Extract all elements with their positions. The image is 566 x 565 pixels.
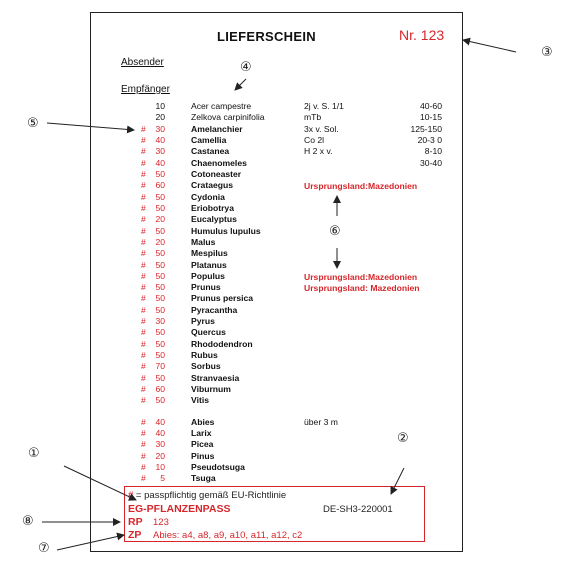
item-specification: 2j v. S. 1/1 bbox=[304, 101, 344, 111]
callout-5: ⑤ bbox=[27, 116, 39, 131]
arrow-2 bbox=[391, 468, 404, 494]
passport-rp-label: RP bbox=[128, 516, 143, 528]
item-hash-marker: # bbox=[141, 416, 146, 427]
origin-note: Ursprungsland: Mazedonien bbox=[304, 283, 420, 293]
item-hash-marker: # bbox=[141, 293, 146, 304]
item-size: 125-150 bbox=[410, 123, 442, 134]
item-hash-marker: # bbox=[141, 439, 146, 450]
callout-8: ⑧ bbox=[22, 514, 34, 529]
item-hash-marker: # bbox=[141, 146, 146, 157]
item-quantity: 50 bbox=[155, 350, 165, 360]
item-hash-marker: # bbox=[141, 395, 146, 406]
callout-2: ② bbox=[397, 431, 409, 446]
item-hash-marker: # bbox=[141, 236, 146, 247]
item-quantity: 5 bbox=[160, 473, 165, 484]
item-plant-name: Mespilus bbox=[191, 248, 228, 259]
item-hash-marker: # bbox=[141, 168, 146, 179]
item-plant-name: Viburnum bbox=[191, 384, 231, 394]
item-quantity: 50 bbox=[155, 248, 165, 259]
arrow-5 bbox=[47, 123, 134, 130]
item-plant-name: Prunus persica bbox=[191, 293, 254, 304]
item-plant-name: Sorbus bbox=[191, 361, 221, 372]
item-quantity: 50 bbox=[155, 202, 165, 213]
item-plant-name: Larix bbox=[191, 428, 212, 438]
item-quantity: 10 bbox=[155, 461, 165, 472]
item-quantity: 20 bbox=[155, 450, 165, 461]
arrow-7 bbox=[57, 535, 124, 550]
item-hash-marker: # bbox=[141, 259, 146, 270]
item-hash-marker: # bbox=[141, 135, 146, 145]
item-plant-name: Eucalyptus bbox=[191, 214, 237, 225]
callout-3: ③ bbox=[541, 45, 553, 60]
item-hash-marker: # bbox=[141, 282, 146, 293]
recipient-label: Empfänger bbox=[121, 84, 170, 95]
item-hash-marker: # bbox=[141, 384, 146, 394]
item-plant-name: Prunus bbox=[191, 282, 221, 293]
item-quantity: 50 bbox=[155, 338, 165, 349]
item-plant-name: Rubus bbox=[191, 350, 218, 360]
item-plant-name: Acer campestre bbox=[191, 101, 252, 111]
item-hash-marker: # bbox=[141, 338, 146, 349]
item-quantity: 50 bbox=[155, 304, 165, 315]
item-plant-name: Crataegus bbox=[191, 180, 234, 191]
item-plant-name: Platanus bbox=[191, 259, 227, 270]
item-plant-name: Castanea bbox=[191, 146, 230, 157]
item-plant-name: Eriobotrya bbox=[191, 202, 234, 213]
item-quantity: 50 bbox=[155, 168, 165, 179]
document-title: LIEFERSCHEIN bbox=[217, 29, 316, 44]
item-plant-name: Vitis bbox=[191, 395, 209, 406]
item-quantity: 50 bbox=[155, 270, 165, 281]
item-plant-name: Tsuga bbox=[191, 473, 216, 484]
item-specification: 3x v. Sol. bbox=[304, 123, 339, 134]
callout-7: ⑦ bbox=[38, 541, 50, 556]
item-plant-name: Quercus bbox=[191, 327, 226, 338]
item-plant-name: Pyracantha bbox=[191, 304, 238, 315]
item-hash-marker: # bbox=[141, 316, 146, 327]
item-specification: mTb bbox=[304, 112, 322, 123]
item-plant-name: Pinus bbox=[191, 450, 215, 461]
origin-note: Ursprungsland:Mazedonien bbox=[304, 181, 418, 191]
item-quantity: 40 bbox=[155, 416, 165, 427]
item-size: 30-40 bbox=[420, 157, 442, 168]
callout-6: ⑥ bbox=[329, 224, 341, 239]
item-hash-marker: # bbox=[141, 361, 146, 372]
document-number: Nr. 123 bbox=[399, 27, 445, 43]
item-quantity: 30 bbox=[155, 123, 165, 134]
passport-zp-label: ZP bbox=[128, 529, 142, 541]
item-quantity: 50 bbox=[155, 293, 165, 304]
item-hash-marker: # bbox=[141, 428, 146, 438]
item-hash-marker: # bbox=[141, 248, 146, 259]
passport-rp-value: 123 bbox=[153, 517, 169, 528]
arrow-4 bbox=[235, 79, 246, 90]
item-plant-name: Rhododendron bbox=[191, 338, 253, 349]
passport-zp-value: Abies: a4, a8, a9, a10, a11, a12, c2 bbox=[153, 530, 303, 541]
item-quantity: 50 bbox=[155, 395, 165, 406]
item-quantity: 60 bbox=[155, 180, 165, 191]
item-specification: H 2 x v. bbox=[304, 146, 333, 157]
item-hash-marker: # bbox=[141, 202, 146, 213]
item-size: 20-3 0 bbox=[417, 135, 442, 145]
item-plant-name: Amelanchier bbox=[191, 123, 243, 134]
item-quantity: 20 bbox=[155, 236, 165, 247]
item-specification: Co 2l bbox=[304, 135, 325, 145]
item-plant-name: Zelkova carpinifolia bbox=[191, 112, 265, 123]
item-hash-marker: # bbox=[141, 191, 146, 202]
item-plant-name: Abies bbox=[191, 416, 215, 427]
item-plant-name: Camellia bbox=[191, 135, 227, 145]
item-size: 8-10 bbox=[424, 146, 442, 157]
item-quantity: 60 bbox=[155, 384, 165, 394]
item-hash-marker: # bbox=[141, 327, 146, 338]
arrow-3 bbox=[463, 40, 516, 52]
item-quantity: 30 bbox=[155, 316, 165, 327]
item-quantity: 20 bbox=[155, 214, 165, 225]
item-hash-marker: # bbox=[141, 180, 146, 191]
item-size: 10-15 bbox=[420, 112, 442, 123]
arrow-1 bbox=[64, 466, 136, 500]
item-plant-name: Picea bbox=[191, 439, 214, 450]
item-plant-name: Pyrus bbox=[191, 316, 215, 327]
item-quantity: 50 bbox=[155, 259, 165, 270]
item-plant-name: Cotoneaster bbox=[191, 168, 242, 179]
item-hash-marker: # bbox=[141, 350, 146, 360]
item-quantity: 50 bbox=[155, 372, 165, 383]
item-hash-marker: # bbox=[141, 304, 146, 315]
passport-registration: DE-SH3-220001 bbox=[323, 504, 393, 515]
item-quantity: 30 bbox=[155, 146, 165, 157]
passport-title: EG-PFLANZENPASS bbox=[128, 503, 231, 515]
item-quantity: 40 bbox=[155, 157, 165, 168]
item-plant-name: Chaenomeles bbox=[191, 157, 247, 168]
item-hash-marker: # bbox=[141, 450, 146, 461]
item-quantity: 20 bbox=[155, 112, 165, 123]
origin-note: Ursprungsland:Mazedonien bbox=[304, 272, 418, 282]
item-hash-marker: # bbox=[141, 473, 146, 484]
item-quantity: 70 bbox=[155, 361, 165, 372]
item-size: 40-60 bbox=[420, 101, 442, 111]
item-hash-marker: # bbox=[141, 123, 146, 134]
callout-1: ① bbox=[28, 446, 40, 461]
item-quantity: 40 bbox=[155, 135, 165, 145]
item-plant-name: Pseudotsuga bbox=[191, 461, 245, 472]
item-specification: über 3 m bbox=[304, 416, 338, 427]
item-hash-marker: # bbox=[141, 461, 146, 472]
item-quantity: 50 bbox=[155, 191, 165, 202]
item-plant-name: Populus bbox=[191, 270, 225, 281]
callout-4: ④ bbox=[240, 60, 252, 75]
item-hash-marker: # bbox=[141, 270, 146, 281]
item-quantity: 10 bbox=[155, 101, 165, 111]
item-plant-name: Cydonia bbox=[191, 191, 225, 202]
item-hash-marker: # bbox=[141, 372, 146, 383]
item-plant-name: Stranvaesia bbox=[191, 372, 240, 383]
item-quantity: 30 bbox=[155, 439, 165, 450]
item-quantity: 50 bbox=[155, 327, 165, 338]
item-hash-marker: # bbox=[141, 214, 146, 225]
item-hash-marker: # bbox=[141, 225, 146, 236]
item-quantity: 50 bbox=[155, 282, 165, 293]
item-quantity: 50 bbox=[155, 225, 165, 236]
item-plant-name: Malus bbox=[191, 236, 216, 247]
item-hash-marker: # bbox=[141, 157, 146, 168]
item-plant-name: Humulus lupulus bbox=[191, 225, 261, 236]
sender-label: Absender bbox=[121, 57, 164, 68]
item-quantity: 40 bbox=[155, 428, 165, 438]
passport-hash-note: # = passpflichtig gemäß EU-Richtlinie bbox=[128, 490, 287, 501]
